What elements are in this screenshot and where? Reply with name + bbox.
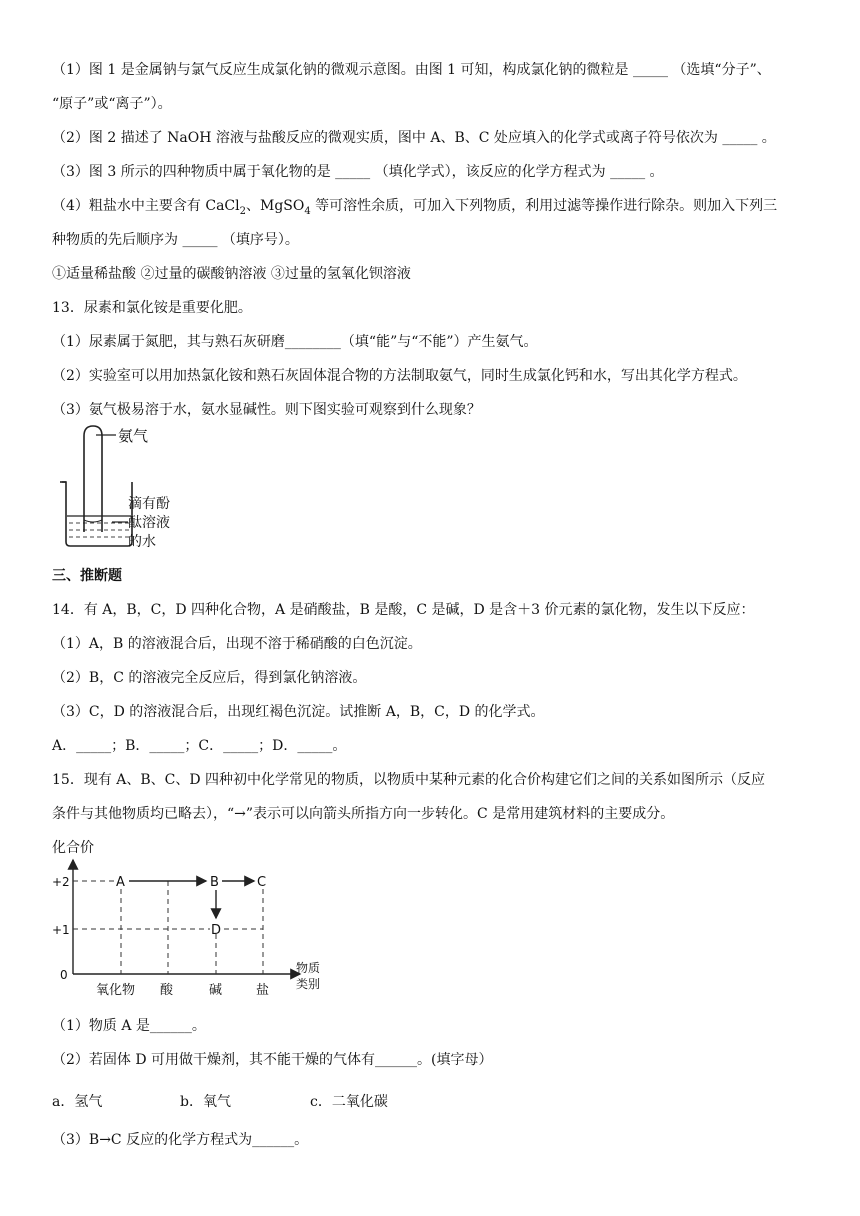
q15-stem-line1: 15．现有 A、B、C、D 四种初中化学常见的物质，以物质中某种元素的化合价构建它们之间的关系如图所示（反应 xyxy=(52,772,766,788)
liquid-label-3: 的水 xyxy=(128,534,156,550)
ammonia-experiment-figure xyxy=(52,424,202,556)
q15-part3: （3）B→C 反应的化学方程式为______。 xyxy=(52,1132,309,1148)
point-d: D xyxy=(211,923,222,938)
liquid-hatching xyxy=(69,523,130,537)
q12-part3: （3）图 3 所示的四种物质中属于氧化物的是 _____ （填化学式），该反应的化学方程式为 _____ 。 xyxy=(52,164,664,180)
q12-part2: （2）图 2 描述了 NaOH 溶液与盐酸反应的微观实质，图中 A、B、C 处应填入的化学式或离子符号依次为 _____ 。 xyxy=(52,130,776,146)
q15-option-a: a．氢气 xyxy=(52,1094,103,1110)
liquid-label-2: 酞溶液 xyxy=(128,515,170,531)
x-category-oxide: 氧化物 xyxy=(96,983,136,998)
x-category-acid: 酸 xyxy=(160,983,174,998)
q15-option-c: c．二氧化碳 xyxy=(310,1094,388,1110)
q15-part1: （1）物质 A 是______。 xyxy=(52,1018,206,1034)
q12-part1-line1: （1）图 1 是金属钠与氯气反应生成氯化钠的微观示意图。由图 1 可知，构成氯化钠的微粒是 _____ （选填“分子”、 xyxy=(52,62,771,78)
q14-stem: 14．有 A，B，C，D 四种化合物，A 是硝酸盐，B 是酸，C 是碱，D 是含＋3 价元素的氯化物，发生以下反应： xyxy=(52,602,755,618)
q13-part3: （3）氨气极易溶于水，氨水显碱性。则下图实验可观察到什么现象？ xyxy=(52,402,481,418)
gas-label: 氨气 xyxy=(118,427,149,445)
point-c: C xyxy=(257,875,267,890)
q12-part4-line1 xyxy=(52,196,777,216)
q12-part1-line2: “原子”或“离子”）。 xyxy=(52,96,172,112)
point-b: B xyxy=(210,875,219,890)
y-tick-plus1: +1 xyxy=(52,923,70,937)
y-tick-zero: 0 xyxy=(60,968,68,982)
grid-lines xyxy=(73,881,263,974)
x-axis-title-1: 物质 xyxy=(296,961,321,975)
q12-part4-text-c: 等可溶性余质，可加入下列物质，利用过滤等操作进行除杂。则加入下列三 xyxy=(310,198,778,214)
section-3-heading: 三、推断题 xyxy=(52,568,122,584)
q13-part1: （1）尿素属于氮肥，其与熟石灰研磨________（填“能”与“不能”）产生氨气。 xyxy=(52,334,538,350)
subscript: 2 xyxy=(239,205,246,217)
point-a: A xyxy=(116,875,125,890)
q13-stem: 13．尿素和氯化铵是重要化肥。 xyxy=(52,300,252,316)
valence-diagram xyxy=(48,834,338,1006)
liquid-label-1: 滴有酚 xyxy=(128,496,170,512)
test-tube-water xyxy=(84,520,102,522)
x-axis-title-2: 类别 xyxy=(296,977,321,991)
q15-part2: （2）若固体 D 可用做干燥剂，其不能干燥的气体有______。(填字母） xyxy=(52,1052,493,1068)
x-category-base: 碱 xyxy=(209,983,223,998)
y-axis-title: 化合价 xyxy=(52,840,94,856)
q14-part3: （3）C，D 的溶液混合后，出现红褐色沉淀。试推断 A，B，C，D 的化学式。 xyxy=(52,704,545,720)
q14-part2: （2）B，C 的溶液完全反应后，得到氯化钠溶液。 xyxy=(52,670,367,686)
x-category-salt: 盐 xyxy=(256,983,270,998)
q15-stem-line2: 条件与其他物质均已略去），“→”表示可以向箭头所指方向一步转化。C 是常用建筑材料的主要成分。 xyxy=(52,806,675,822)
y-tick-plus2: +2 xyxy=(52,875,70,889)
q12-part4-line2: 种物质的先后顺序为 _____ （填序号）。 xyxy=(52,232,299,248)
q12-part4-options: ①适量稀盐酸 ②过量的碳酸钠溶液 ③过量的氢氧化钡溶液 xyxy=(52,266,411,282)
q13-part2: （2）实验室可以用加热氯化铵和熟石灰固体混合物的方法制取氨气，同时生成氯化钙和水，写出其化学方程式。 xyxy=(52,368,747,384)
q14-part1: （1）A，B 的溶液混合后，出现不溶于稀硝酸的白色沉淀。 xyxy=(52,636,422,652)
q14-answers: A．_____；B．_____；C．_____；D．_____。 xyxy=(52,738,347,754)
q15-option-b: b．氧气 xyxy=(180,1094,231,1110)
subscript: 4 xyxy=(304,205,311,217)
q12-part4-text-b: 、MgSO xyxy=(245,198,305,214)
q12-part4-text-a: （4）粗盐水中主要含有 CaCl xyxy=(52,198,240,214)
beaker xyxy=(62,482,132,546)
